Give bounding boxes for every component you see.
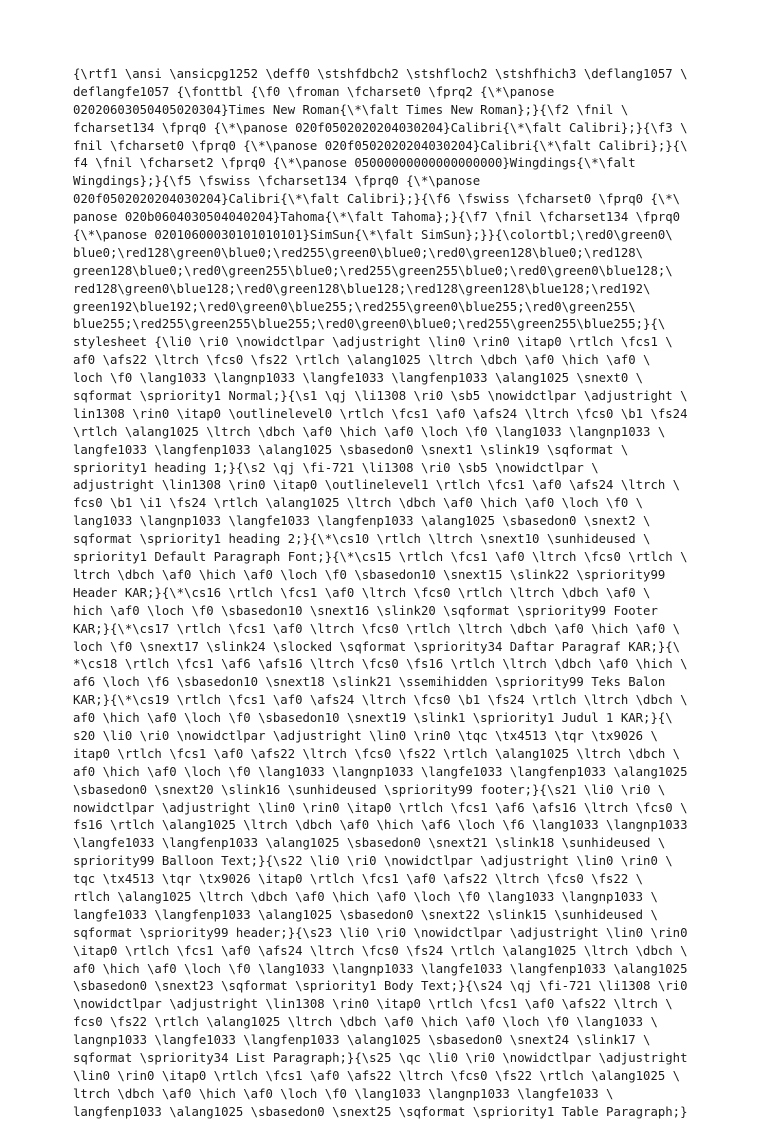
text-line: spriority99 Balloon Text;}{\s22 \li0 \ri0 \nowidctlpar \adjustright \lin0 \rin0 \ (73, 854, 673, 869)
text-line: hich \af0 \loch \f0 \sbasedon10 \snext16 \slink20 \sqformat \spriority99 Footer (73, 603, 658, 618)
text-line: sqformat \spriority1 Normal;}{\s1 \qj \li1308 \ri0 \sb5 \nowidctlpar \adjustright \ (73, 389, 688, 404)
text-line: \langfe1033 \langfenp1033 \alang1025 \sbasedon0 \snext21 \slink18 \sunhideused \ (73, 836, 666, 851)
text-line: red128\green0\blue128;\red0\green128\blue128;\red128\green128\blue128;\red192\ (73, 281, 651, 296)
text-line: \sbasedon0 \snext20 \slink16 \sunhideused \spriority99 footer;}{\s21 \li0 \ri0 \ (73, 782, 666, 797)
text-line: loch \f0 \snext17 \slink24 \slocked \sqformat \spriority34 Daftar Paragraf KAR;}{\ (73, 639, 681, 654)
text-line: itap0 \rtlch \fcs1 \af0 \afs22 \ltrch \fcs0 \fs22 \rtlch \alang1025 \ltrch \dbch \ (73, 746, 681, 761)
text-line: af0 \hich \af0 \loch \f0 \sbasedon10 \snext19 \slink1 \spriority1 Judul 1 KAR;}{\ (73, 711, 673, 726)
rtf-source-text (73, 66, 703, 1122)
text-line: KAR;}{\*\cs17 \rtlch \fcs1 \af0 \ltrch \fcs0 \rtlch \ltrch \dbch \af0 \hich \af0 \ (73, 621, 681, 636)
text-line: ltrch \dbch \af0 \hich \af0 \loch \f0 \lang1033 \langnp1033 \langfe1033 \ (73, 1086, 614, 1101)
text-line: langfe1033 \langfenp1033 \alang1025 \sbasedon0 \snext1 \slink19 \sqformat \ (73, 442, 629, 457)
text-line: {\rtf1 \ansi \ansicpg1252 \deff0 \stshfdbch2 \stshfloch2 \stshfhich3 \deflang1057 \ (73, 67, 688, 81)
text-line: sqformat \spriority34 List Paragraph;}{\s25 \qc \li0 \ri0 \nowidctlpar \adjustright (73, 1050, 688, 1065)
text-line: loch \f0 \lang1033 \langnp1033 \langfe1033 \langfenp1033 \alang1025 \snext0 \ (73, 371, 644, 386)
text-line: blue0;\red128\green0\blue0;\red255\green0\blue0;\red0\green128\blue0;\red128\ (73, 245, 644, 260)
text-line: sqformat \spriority1 heading 2;}{\*\cs10 \rtlch \ltrch \snext10 \sunhideused \ (73, 532, 651, 547)
text-line: af6 \loch \f6 \sbasedon10 \snext18 \slink21 \ssemihidden \spriority99 Teks Balon (73, 675, 666, 690)
text-line: blue255;\red255\green255\blue255;\red0\green0\blue0;\red255\green255\blue255;}{\ (73, 317, 666, 332)
text-line: panose 020b0604030504040204}Tahoma{\*\falt Tahoma};}{\f7 \fnil \fcharset134 \fprq0 (73, 210, 681, 225)
text-line: green128\blue0;\red0\green255\blue0;\red255\green255\blue0;\red0\green0\blue128;\ (73, 263, 673, 278)
text-line: green192\blue192;\red0\green0\blue255;\red255\green0\blue255;\red0\green255\ (73, 299, 636, 314)
text-line: 02020603050405020304}Times New Roman{\*\falt Times New Roman};}{\f2 \fnil \ (73, 102, 629, 117)
text-line: langfenp1033 \alang1025 \sbasedon0 \snext25 \sqformat \spriority1 Table Paragraph;} (73, 1104, 688, 1119)
text-line: af0 \hich \af0 \loch \f0 \lang1033 \langnp1033 \langfe1033 \langfenp1033 \alang1025 (73, 961, 688, 976)
text-line: \sbasedon0 \snext23 \sqformat \spriority1 Body Text;}{\s24 \qj \fi-721 \li1308 \ri0 (73, 979, 688, 994)
text-line: {\*\panose 02010600030101010101}SimSun{\*\falt SimSun};}}{\colortbl;\red0\green0\ (73, 228, 673, 243)
text-line: \nowidctlpar \adjustright \lin1308 \rin0 \itap0 \rtlch \fcs1 \af0 \afs22 \ltrch \ (73, 997, 673, 1012)
text-line: *\cs18 \rtlch \fcs1 \af6 \afs16 \ltrch \fcs0 \fs16 \rtlch \ltrch \dbch \af0 \hich \ (73, 657, 688, 672)
text-line: ltrch \dbch \af0 \hich \af0 \loch \f0 \sbasedon10 \snext15 \slink22 \spriority99 (73, 567, 666, 582)
text-line: lin1308 \rin0 \itap0 \outlinelevel0 \rtlch \fcs1 \af0 \afs24 \ltrch \fcs0 \b1 \fs24 (73, 406, 688, 421)
text-line: \lin0 \rin0 \itap0 \rtlch \fcs1 \af0 \afs22 \ltrch \fcs0 \fs22 \rtlch \alang1025 \ (73, 1068, 681, 1083)
text-line: fs16 \rtlch \alang1025 \ltrch \dbch \af0 \hich \af6 \loch \f6 \lang1033 \langnp1033 (73, 818, 688, 833)
text-line: tqc \tx4513 \tqr \tx9026 \itap0 \rtlch \fcs1 \af0 \afs22 \ltrch \fcs0 \fs22 \ (73, 872, 644, 887)
text-line: f4 \fnil \fcharset2 \fprq0 {\*\panose 05000000000000000000}Wingdings{\*\falt (73, 156, 636, 171)
text-line: Header KAR;}{\*\cs16 \rtlch \fcs1 \af0 \ltrch \fcs0 \rtlch \ltrch \dbch \af0 \ (73, 585, 651, 600)
text-line: fcs0 \b1 \i1 \fs24 \rtlch \alang1025 \ltrch \dbch \af0 \hich \af0 \loch \f0 \ (73, 496, 644, 511)
text-line: nowidctlpar \adjustright \lin0 \rin0 \itap0 \rtlch \fcs1 \af6 \afs16 \ltrch \fcs0 \ (73, 800, 688, 815)
text-line: fnil \fcharset0 \fprq0 {\*\panose 020f0502020204030204}Calibri{\*\falt Calibri};}{\ (73, 138, 688, 153)
text-line: spriority1 heading 1;}{\s2 \qj \fi-721 \li1308 \ri0 \sb5 \nowidctlpar \ (73, 460, 599, 475)
text-line: langfe1033 \langfenp1033 \alang1025 \sbasedon0 \snext22 \slink15 \sunhideused \ (73, 907, 658, 922)
text-line: spriority1 Default Paragraph Font;}{\*\cs15 \rtlch \fcs1 \af0 \ltrch \fcs0 \rtlch \ (73, 550, 688, 565)
text-line: fcs0 \fs22 \rtlch \alang1025 \ltrch \dbch \af0 \hich \af0 \loch \f0 \lang1033 \ (73, 1015, 658, 1030)
text-line: \itap0 \rtlch \fcs1 \af0 \afs24 \ltrch \fcs0 \fs24 \rtlch \alang1025 \ltrch \dbch \ (73, 943, 688, 958)
text-line: lang1033 \langnp1033 \langfe1033 \langfenp1033 \alang1025 \sbasedon0 \snext2 \ (73, 514, 651, 529)
text-line: 020f0502020204030204}Calibri{\*\falt Calibri};}{\f6 \fswiss \fcharset0 \fprq0 {\*\ (73, 192, 681, 207)
text-line: \rtlch \alang1025 \ltrch \dbch \af0 \hich \af0 \loch \f0 \lang1033 \langnp1033 \ (73, 424, 666, 439)
text-line: rtlch \alang1025 \ltrch \dbch \af0 \hich \af0 \loch \f0 \lang1033 \langnp1033 \ (73, 889, 658, 904)
text-line: stylesheet {\li0 \ri0 \nowidctlpar \adjustright \lin0 \rin0 \itap0 \rtlch \fcs1 \ (73, 335, 673, 350)
text-line: fcharset134 \fprq0 {\*\panose 020f0502020204030204}Calibri{\*\falt Calibri};}{\f3 \ (73, 120, 688, 135)
text-line: s20 \li0 \ri0 \nowidctlpar \adjustright \lin0 \rin0 \tqc \tx4513 \tqr \tx9026 \ (73, 728, 658, 743)
text-line: Wingdings};}{\f5 \fswiss \fcharset134 \fprq0 {\*\panose (73, 174, 481, 189)
text-line: af0 \afs22 \ltrch \fcs0 \fs22 \rtlch \alang1025 \ltrch \dbch \af0 \hich \af0 \ (73, 353, 651, 368)
text-line: deflangfe1057 {\fonttbl {\f0 \froman \fcharset0 \fprq2 {\*\panose (73, 84, 555, 99)
text-line: KAR;}{\*\cs19 \rtlch \fcs1 \af0 \afs24 \ltrch \fcs0 \b1 \fs24 \rtlch \ltrch \dbch \ (73, 693, 688, 708)
text-line: af0 \hich \af0 \loch \f0 \lang1033 \langnp1033 \langfe1033 \langfenp1033 \alang1025 (73, 764, 688, 779)
text-line: langnp1033 \langfe1033 \langfenp1033 \alang1025 \sbasedon0 \snext24 \slink17 \ (73, 1033, 651, 1048)
text-line: adjustright \lin1308 \rin0 \itap0 \outlinelevel1 \rtlch \fcs1 \af0 \afs24 \ltrch \ (73, 478, 681, 493)
text-line: sqformat \spriority99 header;}{\s23 \li0 \ri0 \nowidctlpar \adjustright \lin0 \rin0 (73, 925, 688, 940)
